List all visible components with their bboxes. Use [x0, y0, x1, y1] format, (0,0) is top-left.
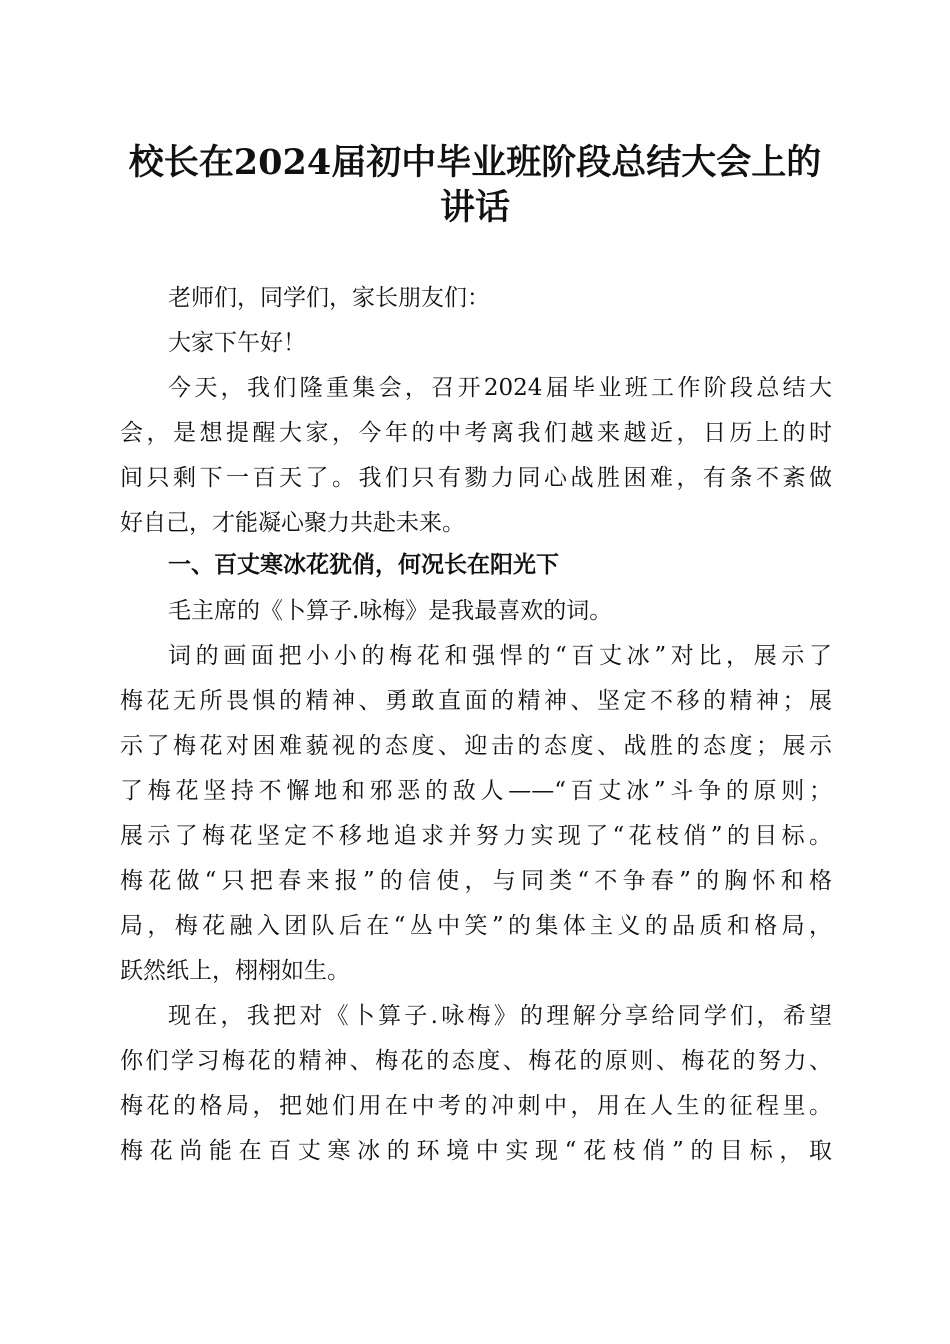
salutation: 老师们，同学们，家长朋友们：	[168, 285, 490, 311]
paragraph-2-line: 毛主席的《卜算子.咏梅》是我最喜欢的词。	[168, 598, 613, 624]
paragraph-3-line: 词的画面把小小的梅花和强悍的“百丈冰”对比，展示了	[168, 643, 832, 669]
document-title: 校长在2024届初中毕业班阶段总结大会上的	[128, 142, 822, 183]
paragraph-4-line: 现在，我把对《卜算子.咏梅》的理解分享给同学们，希望	[168, 1003, 832, 1029]
paragraph-3-line: 展示了梅花坚定不移地追求并努力实现了“花枝俏”的目标。	[120, 823, 832, 849]
paragraph-1-line: 间只剩下一百天了。我们只有勠力同心战胜困难，有条不紊做	[120, 465, 832, 491]
paragraph-3-line: 梅花无所畏惧的精神、勇敢直面的精神、坚定不移的精神；展	[120, 688, 832, 714]
greeting: 大家下午好！	[168, 330, 306, 356]
paragraph-1-line: 今天，我们隆重集会，召开2024届毕业班工作阶段总结大	[168, 375, 832, 401]
paragraph-1-line: 会，是想提醒大家，今年的中考离我们越来越近，日历上的时	[120, 420, 832, 446]
paragraph-3-line: 示了梅花对困难藐视的态度、迎击的态度、战胜的态度；展示	[120, 733, 832, 759]
paragraph-3-line: 了梅花坚持不懈地和邪恶的敌人——“百丈冰”斗争的原则；	[120, 778, 832, 804]
paragraph-3-line: 局，梅花融入团队后在“丛中笑”的集体主义的品质和格局，	[120, 913, 832, 939]
section-heading-1: 一、百丈寒冰花犹俏，何况长在阳光下	[168, 552, 559, 578]
paragraph-4-line: 梅花的格局，把她们用在中考的冲刺中，用在人生的征程里。	[120, 1093, 832, 1119]
paragraph-4-line: 梅花尚能在百丈寒冰的环境中实现“花枝俏”的目标，取	[120, 1138, 832, 1164]
paragraph-1-line: 好自己，才能凝心聚力共赴未来。	[120, 510, 465, 536]
paragraph-3-line: 梅花做“只把春来报”的信使，与同类“不争春”的胸怀和格	[120, 868, 832, 894]
document-title-continued: 讲话	[439, 187, 510, 228]
paragraph-3-line: 跃然纸上，栩栩如生。	[120, 958, 350, 984]
paragraph-4-line: 你们学习梅花的精神、梅花的态度、梅花的原则、梅花的努力、	[120, 1048, 832, 1074]
